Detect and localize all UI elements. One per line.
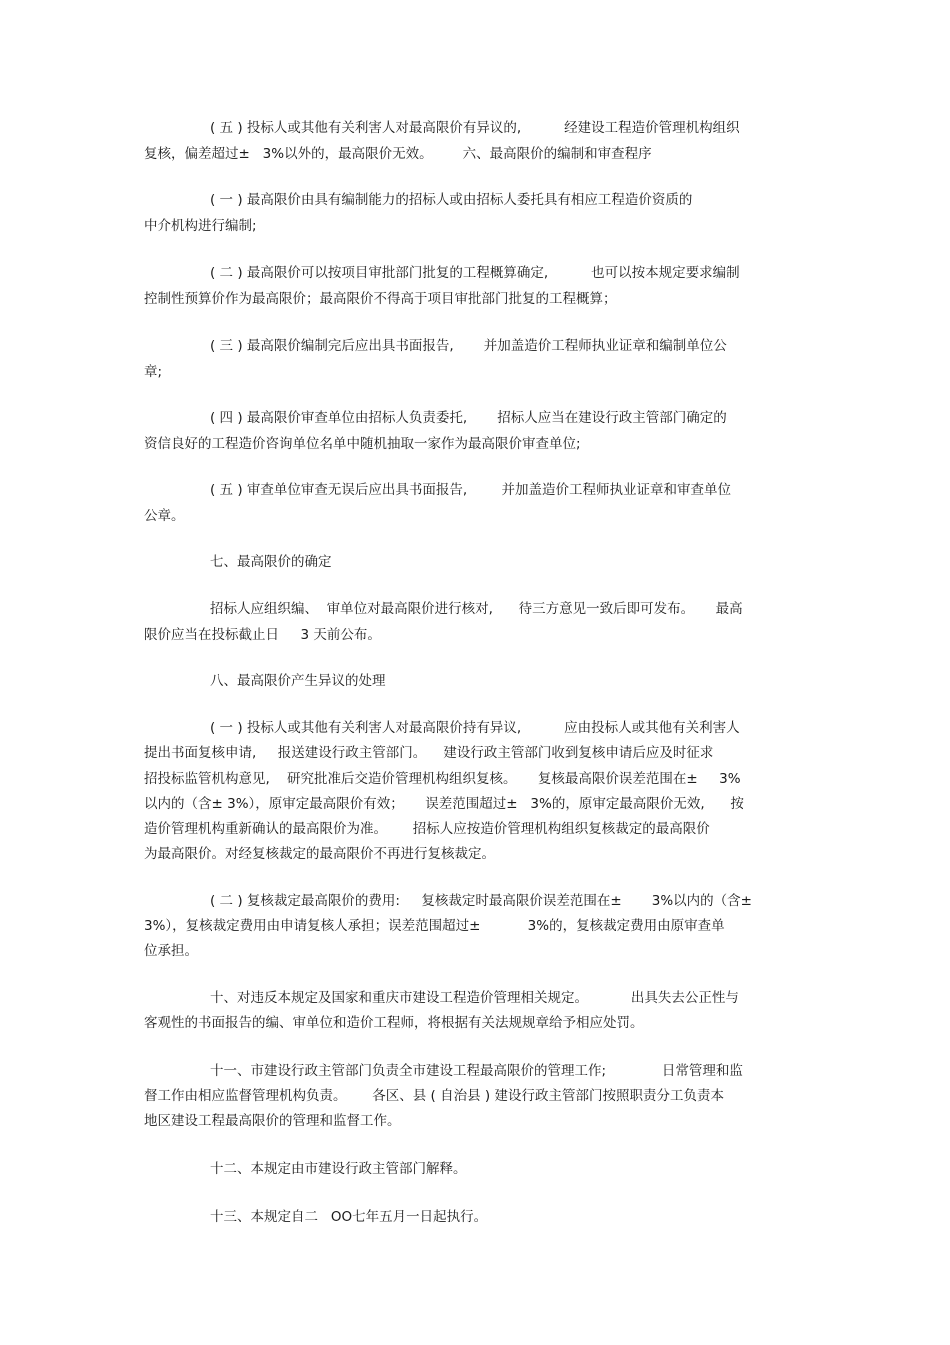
text-line: 位承担。: [144, 943, 198, 959]
text-line: 十一、市建设行政主管部门负责全市建设工程最高限价的管理工作; 日常管理和监: [210, 1063, 743, 1079]
text-line: 招投标监管机构意见, 研究批准后交造价管理机构组织复核。 复核最高限价误差范围在± 3%: [144, 771, 741, 787]
text-line: 限价应当在投标截止日 3 天前公布。: [144, 627, 381, 643]
text-line: ( 一 ) 投标人或其他有关利害人对最高限价持有异议, 应由投标人或其他有关利害人: [210, 720, 740, 736]
text-line: ( 四 ) 最高限价审查单位由招标人负责委托, 招标人应当在建设行政主管部门确定的: [210, 410, 727, 426]
text-line: ( 五 ) 投标人或其他有关利害人对最高限价有异议的, 经建设工程造价管理机构组织: [210, 120, 740, 136]
text-line: 十、对违反本规定及国家和重庆市建设工程造价管理相关规定。 出具失去公正性与: [210, 990, 739, 1006]
text-line: 中介机构进行编制;: [144, 218, 257, 234]
text-line: 客观性的书面报告的编、审单位和造价工程师，将根据有关法规规章给予相应处罚。: [144, 1015, 644, 1031]
text-line: 以内的（含± 3%），原审定最高限价有效； 误差范围超过± 3%的，原审定最高限价无效, 按: [144, 796, 744, 812]
text-line: ( 五 ) 审查单位审查无误后应出具书面报告, 并加盖造价工程师执业证章和审查单位: [210, 482, 732, 498]
text-line: 十三、本规定自二 OO七年五月一日起执行。: [210, 1209, 488, 1225]
text-line: 3%），复核裁定费用由申请复核人承担；误差范围超过± 3%的，复核裁定费用由原审查单: [144, 918, 725, 934]
section-heading: 八、最高限价产生异议的处理: [210, 673, 386, 689]
text-line: 为最高限价。对经复核裁定的最高限价不再进行复核裁定。: [144, 846, 495, 862]
text-line: ( 二 ) 复核裁定最高限价的费用: 复核裁定时最高限价误差范围在± 3%以内的（含±: [210, 893, 752, 909]
text-line: 招标人应组织编、 审单位对最高限价进行核对, 待三方意见一致后即可发布。 最高: [210, 601, 743, 617]
text-line: 十二、本规定由市建设行政主管部门解释。: [210, 1161, 467, 1177]
text-line: 督工作由相应监督管理机构负责。 各区、县 ( 自治县 ) 建设行政主管部门按照职责分工负责本: [144, 1088, 724, 1104]
text-line: 章;: [144, 364, 163, 380]
text-line: 提出书面复核申请, 报送建设行政主管部门。 建设行政主管部门收到复核申请后应及时征求: [144, 745, 714, 761]
text-line: 公章。: [144, 508, 185, 524]
text-line: 控制性预算价作为最高限价；最高限价不得高于项目审批部门批复的工程概算；: [144, 291, 617, 307]
text-line: ( 三 ) 最高限价编制完后应出具书面报告, 并加盖造价工程师执业证章和编制单位公: [210, 338, 727, 354]
text-line: 资信良好的工程造价咨询单位名单中随机抽取一家作为最高限价审查单位;: [144, 436, 581, 452]
section-heading: 七、最高限价的确定: [210, 554, 332, 570]
text-line: 复核，偏差超过± 3%以外的，最高限价无效。 六、最高限价的编制和审查程序: [144, 146, 652, 162]
text-line: ( 一 ) 最高限价由具有编制能力的招标人或由招标人委托具有相应工程造价资质的: [210, 192, 693, 208]
text-line: ( 二 ) 最高限价可以按项目审批部门批复的工程概算确定, 也可以按本规定要求编制: [210, 265, 740, 281]
text-line: 地区建设工程最高限价的管理和监督工作。: [144, 1113, 401, 1129]
text-line: 造价管理机构重新确认的最高限价为准。 招标人应按造价管理机构组织复核裁定的最高限价: [144, 821, 710, 837]
